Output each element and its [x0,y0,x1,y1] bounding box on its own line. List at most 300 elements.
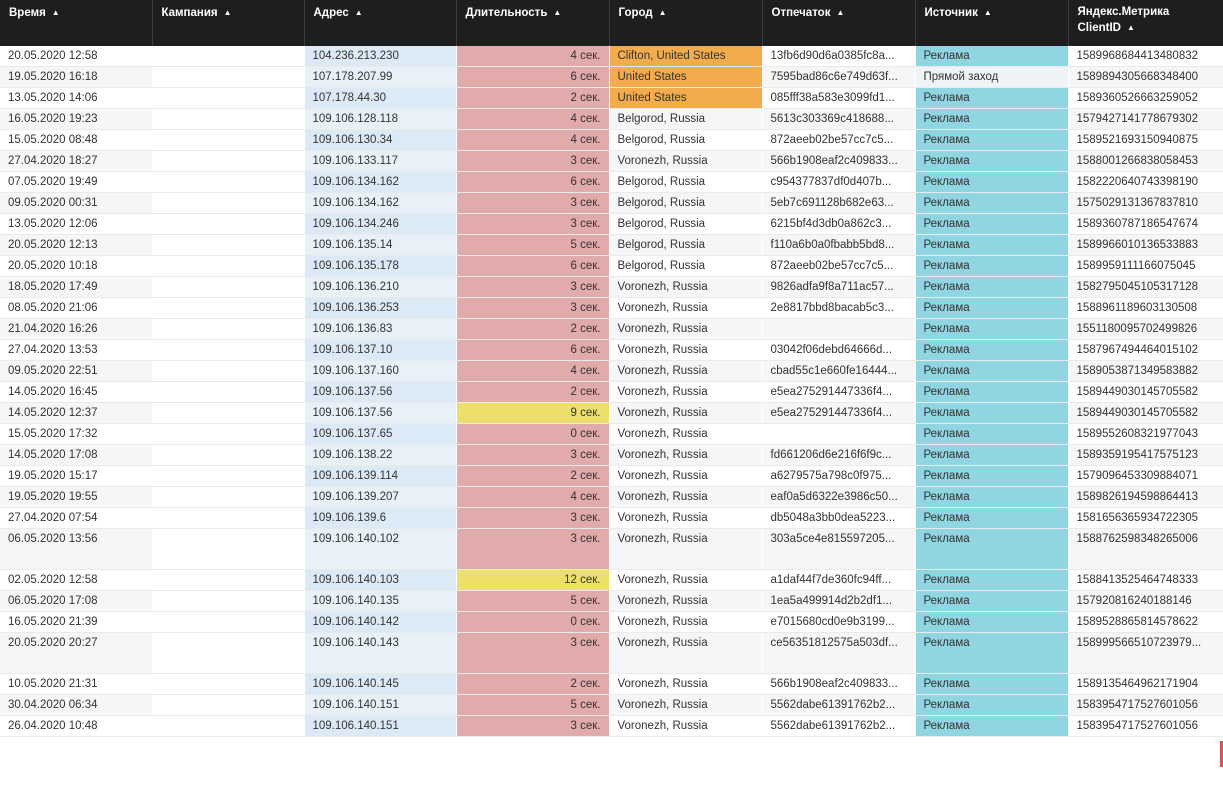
table-row[interactable] [0,235,1223,256]
table-row[interactable] [0,633,1223,674]
cell-time: 19.05.2020 15:17 [0,466,152,487]
cell-time: 02.05.2020 12:58 [0,570,152,591]
cell-client-id: 157920816240188146 [1068,591,1223,612]
cell-city: Voronezh, Russia [609,382,762,403]
cell-duration: 12 сек. [456,570,609,591]
cell-source: Реклама [915,151,1068,172]
cell-duration: 4 сек. [456,487,609,508]
cell-client-id: 1589968684413480832 [1068,46,1223,67]
table-row[interactable] [0,695,1223,716]
cell-duration: 2 сек. [456,88,609,109]
table-row[interactable] [0,361,1223,382]
cell-client-id: 1582795045105317128 [1068,277,1223,298]
cell-client-id: 1579427141778679302 [1068,109,1223,130]
cell-duration: 2 сек. [456,466,609,487]
cell-campaign [152,109,304,130]
cell-client-id: 1551180095702499826 [1068,319,1223,340]
cell-fingerprint: 6215bf4d3db0a862c3... [762,214,915,235]
cell-time: 09.05.2020 00:31 [0,193,152,214]
column-header-label: Длительность [465,7,548,19]
cell-fingerprint: 5eb7c691128b682e63... [762,193,915,214]
cell-source: Реклама [915,445,1068,466]
cell-address: 109.106.134.246 [304,214,456,235]
cell-address: 109.106.137.160 [304,361,456,382]
cell-duration: 3 сек. [456,298,609,319]
cell-duration: 2 сек. [456,382,609,403]
cell-city: Voronezh, Russia [609,508,762,529]
cell-city: Belgorod, Russia [609,130,762,151]
sort-ascending-icon[interactable]: ▲ [223,8,232,17]
cell-address: 109.106.128.118 [304,109,456,130]
cell-duration: 9 сек. [456,403,609,424]
cell-time: 19.05.2020 19:55 [0,487,152,508]
cell-campaign [152,193,304,214]
cell-city: Voronezh, Russia [609,612,762,633]
cell-fingerprint: 566b1908eaf2c409833... [762,674,915,695]
cell-client-id: 1588961189603130508 [1068,298,1223,319]
sort-ascending-icon[interactable]: ▲ [354,8,363,17]
cell-duration: 3 сек. [456,277,609,298]
cell-duration: 3 сек. [456,529,609,570]
cell-time: 30.04.2020 06:34 [0,695,152,716]
cell-city: Voronezh, Russia [609,674,762,695]
table-row[interactable] [0,193,1223,214]
column-header-time[interactable] [0,0,152,46]
cell-fingerprint: 085fff38a583e3099fd1... [762,88,915,109]
cell-city: Belgorod, Russia [609,109,762,130]
cell-source: Реклама [915,570,1068,591]
cell-fingerprint: a1daf44f7de360fc94ff... [762,570,915,591]
cell-source: Реклама [915,46,1068,67]
cell-duration: 4 сек. [456,109,609,130]
table-row[interactable] [0,570,1223,591]
cell-fingerprint: 872aeeb02be57cc7c5... [762,256,915,277]
cell-city: Voronezh, Russia [609,633,762,674]
cell-source: Реклама [915,88,1068,109]
cell-client-id: 158999566510723979... [1068,633,1223,674]
cell-fingerprint: e7015680cd0e9b3199... [762,612,915,633]
cell-client-id: 1589528865814578622 [1068,612,1223,633]
cell-city: Voronezh, Russia [609,298,762,319]
cell-duration: 3 сек. [456,445,609,466]
cell-campaign [152,716,304,737]
cell-duration: 4 сек. [456,46,609,67]
cell-address: 107.178.44.30 [304,88,456,109]
cell-time: 16.05.2020 21:39 [0,612,152,633]
cell-fingerprint: 303a5ce4e815597205... [762,529,915,570]
cell-time: 06.05.2020 13:56 [0,529,152,570]
cell-campaign [152,570,304,591]
cell-city: Voronezh, Russia [609,695,762,716]
cell-duration: 5 сек. [456,235,609,256]
cell-duration: 3 сек. [456,508,609,529]
table-row[interactable] [0,591,1223,612]
cell-client-id: 1589826194598864413 [1068,487,1223,508]
column-header-label: Отпечаток [771,7,831,19]
cell-source: Реклама [915,716,1068,737]
cell-campaign [152,424,304,445]
cell-time: 14.05.2020 12:37 [0,403,152,424]
cell-duration: 6 сек. [456,67,609,88]
cell-address: 109.106.134.162 [304,193,456,214]
cell-city: Clifton, United States [609,46,762,67]
sort-ascending-icon[interactable]: ▲ [836,8,845,17]
cell-client-id: 1583954717527601056 [1068,695,1223,716]
table-row[interactable] [0,340,1223,361]
cell-time: 18.05.2020 17:49 [0,277,152,298]
cell-source: Реклама [915,340,1068,361]
column-header-label: Яндекс.Метрика ClientID [1077,6,1170,34]
cell-time: 20.05.2020 12:13 [0,235,152,256]
cell-address: 109.106.134.162 [304,172,456,193]
cell-time: 15.05.2020 08:48 [0,130,152,151]
sort-ascending-icon[interactable]: ▲ [658,8,667,17]
cell-client-id: 1589449030145705582 [1068,403,1223,424]
cell-fingerprint: cbad55c1e660fe16444... [762,361,915,382]
table-row[interactable] [0,214,1223,235]
cell-city: Voronezh, Russia [609,361,762,382]
cell-fingerprint: e5ea275291447336f4... [762,403,915,424]
cell-client-id: 1589360526663259052 [1068,88,1223,109]
cell-time: 19.05.2020 16:18 [0,67,152,88]
cell-campaign [152,277,304,298]
cell-campaign [152,508,304,529]
cell-duration: 2 сек. [456,319,609,340]
table-row[interactable] [0,466,1223,487]
table-row[interactable] [0,382,1223,403]
cell-client-id: 1589360787186547674 [1068,214,1223,235]
cell-address: 109.106.140.151 [304,695,456,716]
column-header-label: Город [618,7,653,19]
cell-fingerprint: 13fb6d90d6a0385fc8a... [762,46,915,67]
cell-city: Voronezh, Russia [609,487,762,508]
sort-ascending-icon[interactable]: ▲ [983,8,992,17]
cell-campaign [152,529,304,570]
cell-fingerprint: 7595bad86c6e749d63f... [762,67,915,88]
cell-fingerprint: 9826adfa9f8a711ac57... [762,277,915,298]
column-header-fingerprint[interactable] [762,0,915,46]
cell-city: Voronezh, Russia [609,445,762,466]
sort-ascending-icon[interactable]: ▲ [553,8,562,17]
cell-fingerprint: 2e8817bbd8bacab5c3... [762,298,915,319]
cell-duration: 3 сек. [456,193,609,214]
cell-campaign [152,172,304,193]
cell-source: Реклама [915,193,1068,214]
header-row [0,0,1223,46]
cell-client-id: 1589521693150940875 [1068,130,1223,151]
cell-client-id: 1587967494464015102 [1068,340,1223,361]
table-row[interactable] [0,319,1223,340]
cell-fingerprint: e5ea275291447336f4... [762,382,915,403]
cell-fingerprint: 5562dabe61391762b2... [762,695,915,716]
cell-address: 109.106.135.178 [304,256,456,277]
table-row[interactable] [0,487,1223,508]
cell-source: Реклама [915,633,1068,674]
cell-fingerprint [762,424,915,445]
cell-client-id: 1582220640743398190 [1068,172,1223,193]
cell-duration: 3 сек. [456,633,609,674]
cell-duration: 5 сек. [456,591,609,612]
column-header-label: Адрес [313,7,349,19]
cell-address: 109.106.140.102 [304,529,456,570]
cell-city: United States [609,67,762,88]
table-row[interactable] [0,88,1223,109]
cell-city: Voronezh, Russia [609,529,762,570]
column-header-duration[interactable] [456,0,609,46]
cell-time: 08.05.2020 21:06 [0,298,152,319]
cell-client-id: 1588762598348265006 [1068,529,1223,570]
cell-time: 20.05.2020 12:58 [0,46,152,67]
column-header-address[interactable] [304,0,456,46]
cell-address: 109.106.136.253 [304,298,456,319]
cell-client-id: 1589449030145705582 [1068,382,1223,403]
cell-time: 14.05.2020 17:08 [0,445,152,466]
cell-campaign [152,88,304,109]
sort-ascending-icon[interactable]: ▲ [1126,23,1135,32]
cell-city: United States [609,88,762,109]
cell-client-id: 1589894305668348400 [1068,67,1223,88]
cell-fingerprint: eaf0a5d6322e3986c50... [762,487,915,508]
cell-time: 16.05.2020 19:23 [0,109,152,130]
cell-source: Реклама [915,466,1068,487]
cell-source: Реклама [915,403,1068,424]
cell-time: 27.04.2020 18:27 [0,151,152,172]
cell-campaign [152,403,304,424]
cell-address: 109.106.133.117 [304,151,456,172]
cell-campaign [152,487,304,508]
cell-address: 109.106.140.151 [304,716,456,737]
table-row[interactable] [0,445,1223,466]
cell-time: 10.05.2020 21:31 [0,674,152,695]
column-header-label: Источник [924,7,978,19]
cell-city: Belgorod, Russia [609,256,762,277]
cell-source: Реклама [915,612,1068,633]
cell-campaign [152,382,304,403]
cell-city: Voronezh, Russia [609,466,762,487]
cell-address: 109.106.140.143 [304,633,456,674]
cell-time: 27.04.2020 13:53 [0,340,152,361]
cell-address: 109.106.137.56 [304,403,456,424]
cell-fingerprint: 5613c303369c418688... [762,109,915,130]
cell-duration: 3 сек. [456,716,609,737]
column-header-client-id[interactable] [1068,0,1223,46]
cell-campaign [152,67,304,88]
column-header-campaign[interactable] [152,0,304,46]
cell-client-id: 1589053871349583882 [1068,361,1223,382]
cell-campaign [152,319,304,340]
cell-fingerprint: ce56351812575a503df... [762,633,915,674]
table-row[interactable] [0,277,1223,298]
cell-source: Реклама [915,382,1068,403]
cell-source: Реклама [915,277,1068,298]
table-row[interactable] [0,716,1223,737]
cell-address: 109.106.140.145 [304,674,456,695]
column-header-city[interactable] [609,0,762,46]
cell-address: 109.106.139.207 [304,487,456,508]
cell-source: Реклама [915,235,1068,256]
cell-address: 109.106.136.83 [304,319,456,340]
cell-time: 27.04.2020 07:54 [0,508,152,529]
table-header [0,0,1223,46]
cell-client-id: 1588413525464748333 [1068,570,1223,591]
table-row[interactable] [0,424,1223,445]
cell-client-id: 1589959111166075045 [1068,256,1223,277]
cell-fingerprint: 566b1908eaf2c409833... [762,151,915,172]
cell-campaign [152,445,304,466]
cell-address: 109.106.137.56 [304,382,456,403]
cell-campaign [152,298,304,319]
cell-fingerprint: c954377837df0d407b... [762,172,915,193]
cell-campaign [152,46,304,67]
column-header-source[interactable] [915,0,1068,46]
cell-time: 20.05.2020 10:18 [0,256,152,277]
table-row[interactable] [0,508,1223,529]
cell-time: 14.05.2020 16:45 [0,382,152,403]
cell-city: Voronezh, Russia [609,151,762,172]
cell-time: 15.05.2020 17:32 [0,424,152,445]
table-row[interactable] [0,109,1223,130]
cell-fingerprint: 1ea5a499914d2b2df1... [762,591,915,612]
cell-source: Реклама [915,508,1068,529]
cell-source: Реклама [915,674,1068,695]
cell-time: 07.05.2020 19:49 [0,172,152,193]
cell-source: Прямой заход [915,67,1068,88]
cell-campaign [152,466,304,487]
cell-address: 109.106.130.34 [304,130,456,151]
cell-campaign [152,151,304,172]
cell-time: 20.05.2020 20:27 [0,633,152,674]
cell-source: Реклама [915,214,1068,235]
cell-fingerprint: a6279575a798c0f975... [762,466,915,487]
cell-campaign [152,674,304,695]
cell-time: 21.04.2020 16:26 [0,319,152,340]
cell-address: 109.106.140.135 [304,591,456,612]
cell-duration: 2 сек. [456,674,609,695]
cell-source: Реклама [915,591,1068,612]
cell-city: Belgorod, Russia [609,214,762,235]
table-row[interactable] [0,67,1223,88]
cell-campaign [152,256,304,277]
cell-fingerprint: 5562dabe61391762b2... [762,716,915,737]
cell-fingerprint: 872aeeb02be57cc7c5... [762,130,915,151]
cell-source: Реклама [915,172,1068,193]
cell-city: Belgorod, Russia [609,235,762,256]
cell-city: Belgorod, Russia [609,172,762,193]
cell-client-id: 1589135464962171904 [1068,674,1223,695]
cell-fingerprint: db5048a3bb0dea5223... [762,508,915,529]
cell-source: Реклама [915,529,1068,570]
cell-fingerprint: f110a6b0a0fbabb5bd8... [762,235,915,256]
cell-duration: 0 сек. [456,424,609,445]
cell-fingerprint: 03042f06debd64666d... [762,340,915,361]
cell-time: 13.05.2020 12:06 [0,214,152,235]
cell-source: Реклама [915,361,1068,382]
table-row[interactable] [0,403,1223,424]
column-header-label: Кампания [161,7,218,19]
cell-campaign [152,235,304,256]
cell-address: 109.106.139.6 [304,508,456,529]
table-row[interactable] [0,46,1223,67]
cell-campaign [152,591,304,612]
cell-address: 109.106.139.114 [304,466,456,487]
cell-source: Реклама [915,319,1068,340]
cell-city: Voronezh, Russia [609,716,762,737]
cell-duration: 6 сек. [456,340,609,361]
cell-address: 109.106.138.22 [304,445,456,466]
cell-campaign [152,340,304,361]
cell-address: 109.106.137.65 [304,424,456,445]
cell-city: Voronezh, Russia [609,591,762,612]
cell-duration: 6 сек. [456,256,609,277]
cell-city: Voronezh, Russia [609,277,762,298]
cell-time: 26.04.2020 10:48 [0,716,152,737]
cell-source: Реклама [915,695,1068,716]
cell-source: Реклама [915,130,1068,151]
table-row[interactable] [0,151,1223,172]
table-row[interactable] [0,256,1223,277]
cell-duration: 3 сек. [456,151,609,172]
table-row[interactable] [0,298,1223,319]
cell-city: Voronezh, Russia [609,403,762,424]
cell-address: 104.236.213.230 [304,46,456,67]
cell-source: Реклама [915,298,1068,319]
cell-city: Voronezh, Russia [609,570,762,591]
sort-ascending-icon[interactable]: ▲ [51,8,60,17]
column-header-label: Время [9,7,46,19]
table-row[interactable] [0,529,1223,570]
cell-campaign [152,130,304,151]
cell-duration: 4 сек. [456,361,609,382]
cell-fingerprint: fd661206d6e216f6f9c... [762,445,915,466]
cell-duration: 5 сек. [456,695,609,716]
cell-time: 13.05.2020 14:06 [0,88,152,109]
cell-duration: 4 сек. [456,130,609,151]
cell-campaign [152,214,304,235]
cell-client-id: 1589552608321977043 [1068,424,1223,445]
cell-city: Voronezh, Russia [609,319,762,340]
cell-campaign [152,612,304,633]
cell-city: Voronezh, Russia [609,424,762,445]
cell-city: Belgorod, Russia [609,193,762,214]
cell-client-id: 1589966010136533883 [1068,235,1223,256]
cell-time: 06.05.2020 17:08 [0,591,152,612]
cell-address: 109.106.140.142 [304,612,456,633]
cell-duration: 3 сек. [456,214,609,235]
cell-client-id: 1589359195417575123 [1068,445,1223,466]
cell-source: Реклама [915,109,1068,130]
table-row[interactable] [0,130,1223,151]
table-row[interactable] [0,612,1223,633]
cell-client-id: 1588001266838058453 [1068,151,1223,172]
cell-city: Voronezh, Russia [609,340,762,361]
cell-address: 109.106.140.103 [304,570,456,591]
cell-client-id: 1579096453309884071 [1068,466,1223,487]
cell-address: 109.106.137.10 [304,340,456,361]
table-row[interactable] [0,172,1223,193]
cell-source: Реклама [915,256,1068,277]
cell-client-id: 1581656365934722305 [1068,508,1223,529]
cell-address: 109.106.135.14 [304,235,456,256]
cell-time: 09.05.2020 22:51 [0,361,152,382]
cell-duration: 6 сек. [456,172,609,193]
cell-client-id: 1575029131367837810 [1068,193,1223,214]
cell-address: 109.106.136.210 [304,277,456,298]
table-body [0,46,1223,737]
cell-source: Реклама [915,424,1068,445]
cell-campaign [152,633,304,674]
table-row[interactable] [0,674,1223,695]
cell-address: 107.178.207.99 [304,67,456,88]
